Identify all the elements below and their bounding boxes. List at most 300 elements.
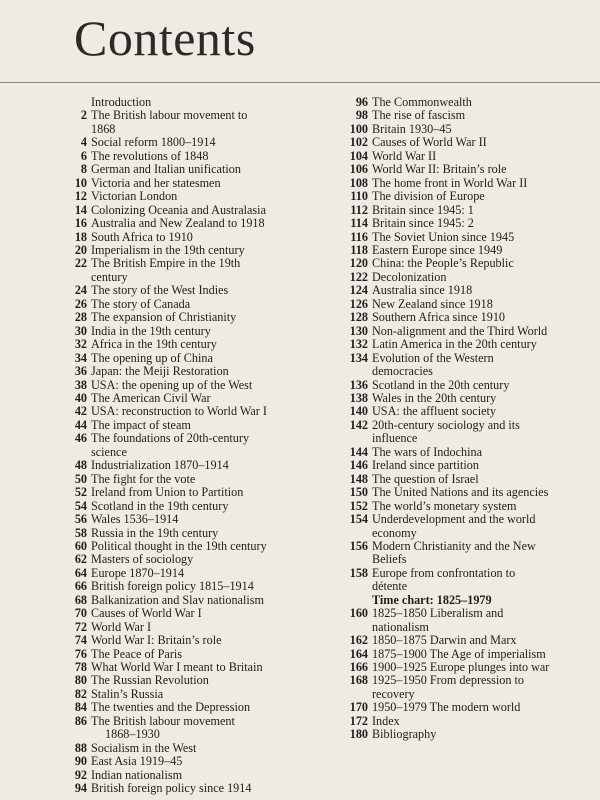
entry-title: Ireland since partition xyxy=(372,458,479,473)
entry-title: science xyxy=(91,444,127,459)
entry-title: economy xyxy=(372,525,417,540)
page-number: 28 xyxy=(74,310,87,325)
page-number: 80 xyxy=(74,673,87,688)
entry-title: Balkanization and Slav nationalism xyxy=(91,592,264,607)
toc-entry xyxy=(333,540,598,553)
toc-entry xyxy=(333,271,598,284)
entry-title: détente xyxy=(372,579,408,594)
page-number: 82 xyxy=(74,686,87,701)
entry-title: 1925–1950 From depression to xyxy=(372,673,524,688)
toc-entry xyxy=(333,136,598,149)
entry-title: The wars of Indochina xyxy=(372,444,482,459)
entry-title: The expansion of Christianity xyxy=(91,310,237,325)
entry-title: 1850–1875 Darwin and Marx xyxy=(372,633,517,648)
page-number: 38 xyxy=(74,377,87,392)
page-number: 140 xyxy=(349,404,368,419)
toc-entry xyxy=(55,177,330,190)
page-number: 96 xyxy=(355,95,368,109)
toc-entry xyxy=(333,405,598,418)
toc-entry xyxy=(333,580,598,593)
page-number: 132 xyxy=(349,337,368,352)
page-number: 150 xyxy=(349,485,368,500)
toc-entry xyxy=(333,204,598,217)
toc-entry xyxy=(55,701,330,714)
toc-entry xyxy=(333,553,598,566)
page-number: 50 xyxy=(74,471,87,486)
toc-entry xyxy=(333,311,598,324)
toc-entry xyxy=(55,311,330,324)
toc-entry xyxy=(55,661,330,674)
entry-title: The revolutions of 1848 xyxy=(91,148,209,163)
entry-title: Africa in the 19th century xyxy=(91,337,217,352)
toc-entry xyxy=(333,567,598,580)
toc-entry xyxy=(55,473,330,486)
page-number: 118 xyxy=(350,242,368,257)
page-number: 78 xyxy=(74,660,87,675)
entry-title: Underdevelopment and the world xyxy=(372,512,536,527)
page-number xyxy=(333,365,372,378)
toc-entry xyxy=(55,446,330,459)
page-number xyxy=(55,728,91,741)
entry-title: The impact of steam xyxy=(91,417,191,432)
page-number: 60 xyxy=(74,538,87,553)
toc-entry xyxy=(55,338,330,351)
toc-entry xyxy=(333,379,598,392)
entry-title: Britain since 1945: 1 xyxy=(372,202,474,217)
page-number: 130 xyxy=(349,323,368,338)
toc-entry xyxy=(333,701,598,714)
entry-title: nationalism xyxy=(372,619,429,634)
entry-title: World War I: Britain’s role xyxy=(91,633,222,648)
entry-title: Introduction xyxy=(91,95,152,109)
page-number: 54 xyxy=(74,498,87,513)
toc-entry xyxy=(55,459,330,472)
toc-entry xyxy=(55,379,330,392)
entry-title: Australia and New Zealand to 1918 xyxy=(91,216,265,231)
entry-title: Modern Christianity and the New xyxy=(372,538,536,553)
entry-title: Wales 1536–1914 xyxy=(91,512,179,527)
entry-title: Europe 1870–1914 xyxy=(91,565,185,580)
entry-title: Britain 1930–45 xyxy=(372,121,452,136)
toc-entry xyxy=(333,365,598,378)
page-number xyxy=(55,271,91,284)
page-title: Contents xyxy=(74,10,256,66)
toc-entry xyxy=(333,190,598,203)
page-number: 70 xyxy=(74,606,87,621)
toc-entry xyxy=(55,607,330,620)
entry-title: The foundations of 20th-century xyxy=(91,431,250,446)
entry-title: German and Italian unification xyxy=(91,162,241,177)
page-number: 44 xyxy=(74,417,87,432)
entry-title: Russia in the 19th century xyxy=(91,525,219,540)
page-number: 144 xyxy=(349,444,368,459)
page-number: 42 xyxy=(74,404,87,419)
toc-entry xyxy=(333,298,598,311)
toc-entry xyxy=(55,432,330,445)
entry-title: Southern Africa since 1910 xyxy=(372,310,506,325)
page-number: 104 xyxy=(349,148,368,163)
page-number xyxy=(333,621,372,634)
page-number xyxy=(333,432,372,445)
entry-title: The story of the West Indies xyxy=(91,283,229,298)
page-number: 142 xyxy=(349,417,368,432)
entry-title: Scotland in the 19th century xyxy=(91,498,229,513)
entry-title: Time chart: 1825–1979 xyxy=(372,592,492,607)
entry-title: The story of Canada xyxy=(91,296,191,311)
toc-entry xyxy=(55,298,330,311)
page-number: 20 xyxy=(74,242,87,257)
entry-title: The Peace of Paris xyxy=(91,646,183,661)
toc-entry xyxy=(55,150,330,163)
toc-entry xyxy=(55,190,330,203)
page-number: 56 xyxy=(74,512,87,527)
page-number: 148 xyxy=(349,471,368,486)
page-number: 122 xyxy=(349,269,368,284)
page-number: 154 xyxy=(349,512,368,527)
toc-entry xyxy=(333,688,598,701)
page-number: 66 xyxy=(74,579,87,594)
entry-title: Colonizing Oceania and Australasia xyxy=(91,202,266,217)
toc-entry xyxy=(333,392,598,405)
toc-entry xyxy=(333,634,598,647)
page-number: 26 xyxy=(74,296,87,311)
toc-entry xyxy=(333,728,598,741)
page-number: 136 xyxy=(349,377,368,392)
entry-title: century xyxy=(91,269,128,284)
toc-entry xyxy=(55,621,330,634)
entry-title: Eastern Europe since 1949 xyxy=(372,242,503,257)
page-number: 152 xyxy=(349,498,368,513)
entry-title: 20th-century sociology and its xyxy=(372,417,520,432)
toc-entry xyxy=(333,177,598,190)
toc-entry xyxy=(55,715,330,728)
entry-title: USA: reconstruction to World War I xyxy=(91,404,267,419)
page-number: 110 xyxy=(350,189,368,204)
page-number: 134 xyxy=(349,350,368,365)
toc-entry xyxy=(333,513,598,526)
toc-entry xyxy=(55,96,330,109)
toc-entry xyxy=(333,96,598,109)
entry-title: The division of Europe xyxy=(372,189,485,204)
entry-title: British foreign policy since 1914 xyxy=(91,781,252,796)
page-number: 172 xyxy=(349,713,368,728)
contents-column-left xyxy=(55,96,330,796)
toc-entry xyxy=(333,446,598,459)
entry-title: influence xyxy=(372,431,418,446)
page-number xyxy=(55,446,91,459)
entry-title: World War I xyxy=(91,619,152,634)
page-number: 106 xyxy=(349,162,368,177)
toc-entry xyxy=(55,392,330,405)
page-number: 156 xyxy=(349,538,368,553)
entry-title: Political thought in the 19th century xyxy=(91,538,267,553)
page-number: 18 xyxy=(74,229,87,244)
toc-entry xyxy=(55,257,330,270)
entry-title: Stalin’s Russia xyxy=(91,686,164,701)
page-number: 58 xyxy=(74,525,87,540)
toc-entry xyxy=(333,432,598,445)
toc-entry xyxy=(55,594,330,607)
page-number xyxy=(333,688,372,701)
toc-entry xyxy=(333,284,598,297)
entry-title: Decolonization xyxy=(372,269,447,284)
toc-entry xyxy=(55,688,330,701)
page-number: 62 xyxy=(74,552,87,567)
entry-title: The fight for the vote xyxy=(91,471,196,486)
entry-title: The Russian Revolution xyxy=(91,673,209,688)
toc-entry xyxy=(333,648,598,661)
toc-entry xyxy=(55,231,330,244)
entry-title: China: the People’s Republic xyxy=(372,256,514,271)
toc-entry xyxy=(55,567,330,580)
entry-title: democracies xyxy=(372,364,433,379)
page-number xyxy=(333,527,372,540)
toc-entry xyxy=(333,244,598,257)
page-number: 72 xyxy=(74,619,87,634)
entry-title: 1950–1979 The modern world xyxy=(372,700,521,715)
page-number: 6 xyxy=(80,148,87,163)
toc-entry xyxy=(333,123,598,136)
page-number: 146 xyxy=(349,458,368,473)
toc-entry xyxy=(55,217,330,230)
page-number: 124 xyxy=(349,283,368,298)
page-number xyxy=(55,96,91,109)
entry-title: recovery xyxy=(372,686,415,701)
page-number: 76 xyxy=(74,646,87,661)
toc-entry xyxy=(55,365,330,378)
page-number: 166 xyxy=(349,660,368,675)
page-number: 90 xyxy=(74,754,87,769)
page-number xyxy=(333,594,372,607)
toc-entry xyxy=(55,580,330,593)
toc-entry xyxy=(55,634,330,647)
toc-entry xyxy=(55,728,330,741)
entry-title: 1825–1850 Liberalism and xyxy=(372,606,504,621)
entry-title: India in the 19th century xyxy=(91,323,211,338)
page-number: 32 xyxy=(74,337,87,352)
entry-title: Socialism in the West xyxy=(91,740,197,755)
toc-entry xyxy=(55,405,330,418)
toc-entry xyxy=(55,284,330,297)
page-number: 64 xyxy=(74,565,87,580)
page-number: 108 xyxy=(349,175,368,190)
entry-title: The opening up of China xyxy=(91,350,213,365)
toc-entry xyxy=(333,621,598,634)
toc-entry xyxy=(333,231,598,244)
toc-entry xyxy=(333,150,598,163)
page-number: 4 xyxy=(80,135,87,150)
page-number: 162 xyxy=(349,633,368,648)
entry-title: Scotland in the 20th century xyxy=(372,377,510,392)
entry-title: Industrialization 1870–1914 xyxy=(91,458,229,473)
entry-title: USA: the affluent society xyxy=(372,404,496,419)
page-number: 74 xyxy=(74,633,87,648)
entry-title: 1868–1930 xyxy=(105,727,160,742)
entry-title: Japan: the Meiji Restoration xyxy=(91,364,229,379)
toc-entry xyxy=(333,607,598,620)
entry-title: Indian nationalism xyxy=(91,767,183,782)
toc-entry xyxy=(333,527,598,540)
page-number: 112 xyxy=(350,202,368,217)
toc-entry xyxy=(55,325,330,338)
entry-title: Ireland from Union to Partition xyxy=(91,485,244,500)
entry-title: Imperialism in the 19th century xyxy=(91,242,245,257)
entry-title: Victorian London xyxy=(91,189,178,204)
contents-column-right xyxy=(333,96,598,742)
entry-title: USA: the opening up of the West xyxy=(91,377,253,392)
toc-entry xyxy=(333,715,598,728)
entry-title: East Asia 1919–45 xyxy=(91,754,183,769)
page-number: 30 xyxy=(74,323,87,338)
page-number: 94 xyxy=(74,781,87,796)
entry-title: The twenties and the Depression xyxy=(91,700,251,715)
entry-title: Europe from confrontation to xyxy=(372,565,516,580)
page-number: 48 xyxy=(74,458,87,473)
page-number: 46 xyxy=(74,431,87,446)
page-number xyxy=(333,580,372,593)
entry-title: Bibliography xyxy=(372,727,437,742)
page-number: 52 xyxy=(74,485,87,500)
header-divider xyxy=(0,82,600,83)
entry-title: The question of Israel xyxy=(372,471,479,486)
page-number: 34 xyxy=(74,350,87,365)
page-number: 116 xyxy=(350,229,368,244)
entry-title: The United Nations and its agencies xyxy=(372,485,549,500)
page-number: 180 xyxy=(349,727,368,742)
toc-entry xyxy=(333,674,598,687)
page-number: 98 xyxy=(355,108,368,123)
page-number: 24 xyxy=(74,283,87,298)
toc-entry xyxy=(333,338,598,351)
page-number: 168 xyxy=(349,673,368,688)
toc-entry xyxy=(333,352,598,365)
page-number: 36 xyxy=(74,364,87,379)
page-number: 114 xyxy=(350,216,368,231)
entry-title: The British labour movement to xyxy=(91,108,248,123)
entry-title: British foreign policy 1815–1914 xyxy=(91,579,254,594)
entry-title: Wales in the 20th century xyxy=(372,390,497,405)
page-number xyxy=(333,553,372,566)
entry-title: Masters of sociology xyxy=(91,552,194,567)
page-number: 126 xyxy=(349,296,368,311)
entry-title: Beliefs xyxy=(372,552,407,567)
toc-entry xyxy=(55,352,330,365)
entry-title: Index xyxy=(372,713,400,728)
toc-entry xyxy=(333,473,598,486)
page-number: 68 xyxy=(74,592,87,607)
page-number: 86 xyxy=(74,713,87,728)
entry-title: Causes of World War II xyxy=(372,135,487,150)
page-number: 40 xyxy=(74,390,87,405)
page-number: 2 xyxy=(80,108,87,123)
toc-entry xyxy=(55,163,330,176)
section-heading xyxy=(333,594,598,607)
entry-title: Latin America in the 20th century xyxy=(372,337,537,352)
page-number: 84 xyxy=(74,700,87,715)
toc-entry xyxy=(55,742,330,755)
entry-title: World War II: Britain’s role xyxy=(372,162,507,177)
toc-entry xyxy=(333,109,598,122)
page-number: 120 xyxy=(349,256,368,271)
entry-title: South Africa to 1910 xyxy=(91,229,193,244)
toc-entry xyxy=(55,755,330,768)
entry-title: Australia since 1918 xyxy=(372,283,473,298)
entry-title: Evolution of the Western xyxy=(372,350,494,365)
toc-entry xyxy=(55,109,330,122)
entry-title: Causes of World War I xyxy=(91,606,202,621)
toc-entry xyxy=(55,500,330,513)
toc-entry xyxy=(55,244,330,257)
toc-entry xyxy=(55,540,330,553)
entry-title: New Zealand since 1918 xyxy=(372,296,493,311)
entry-title: What World War I meant to Britain xyxy=(91,660,263,675)
page-number: 164 xyxy=(349,646,368,661)
toc-entry xyxy=(55,204,330,217)
page-number: 14 xyxy=(74,202,87,217)
page-number: 92 xyxy=(74,767,87,782)
entry-title: The world’s monetary system xyxy=(372,498,517,513)
toc-entry xyxy=(55,527,330,540)
toc-entry xyxy=(55,553,330,566)
entry-title: Victoria and her statesmen xyxy=(91,175,221,190)
page-number: 88 xyxy=(74,740,87,755)
page-number: 128 xyxy=(349,310,368,325)
page-number: 22 xyxy=(74,256,87,271)
page-number: 102 xyxy=(349,135,368,150)
entry-title: World War II xyxy=(372,148,437,163)
toc-entry xyxy=(55,419,330,432)
toc-entry xyxy=(55,136,330,149)
toc-entry xyxy=(333,486,598,499)
toc-entry xyxy=(55,513,330,526)
toc-entry xyxy=(55,123,330,136)
toc-entry xyxy=(333,661,598,674)
entry-title: The home front in World War II xyxy=(372,175,528,190)
page-number: 10 xyxy=(74,175,87,190)
page-number: 158 xyxy=(349,565,368,580)
entry-title: 1868 xyxy=(91,121,116,136)
page-number: 138 xyxy=(349,390,368,405)
entry-title: The rise of fascism xyxy=(372,108,466,123)
page-number: 160 xyxy=(349,606,368,621)
toc-entry xyxy=(333,257,598,270)
toc-entry xyxy=(55,769,330,782)
toc-entry xyxy=(55,782,330,795)
toc-entry xyxy=(55,648,330,661)
entry-title: The Soviet Union since 1945 xyxy=(372,229,515,244)
toc-entry xyxy=(333,217,598,230)
entry-title: Non-alignment and the Third World xyxy=(372,323,548,338)
page-number: 170 xyxy=(349,700,368,715)
entry-title: Social reform 1800–1914 xyxy=(91,135,216,150)
toc-entry xyxy=(333,163,598,176)
toc-entry xyxy=(55,674,330,687)
toc-entry xyxy=(55,486,330,499)
toc-entry xyxy=(333,325,598,338)
entry-title: Britain since 1945: 2 xyxy=(372,216,474,231)
page-number: 16 xyxy=(74,216,87,231)
page-number: 100 xyxy=(349,121,368,136)
entry-title: 1900–1925 Europe plunges into war xyxy=(372,660,550,675)
toc-entry xyxy=(333,500,598,513)
entry-title: The British labour movement xyxy=(91,713,235,728)
toc-entry xyxy=(333,459,598,472)
page-number: 12 xyxy=(74,189,87,204)
entry-title: The Commonwealth xyxy=(372,95,472,109)
toc-entry xyxy=(333,419,598,432)
entry-title: 1875–1900 The Age of imperialism xyxy=(372,646,546,661)
toc-entry xyxy=(55,271,330,284)
